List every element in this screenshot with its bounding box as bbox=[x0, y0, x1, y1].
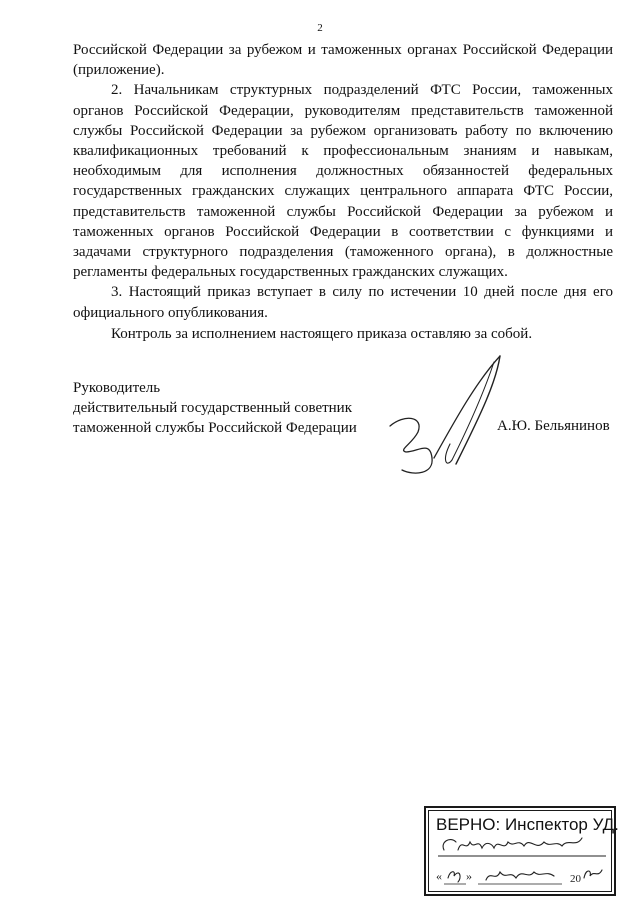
signer-title-line-2: действительный государственный советник bbox=[73, 400, 353, 417]
paragraph-1: Российской Федерации за рубежом и таможенных органах Российской Федерации (приложение). bbox=[73, 42, 613, 79]
paragraph-2: 2. Начальникам структурных подразделений ФТС России, таможенных органов Российской Федерации, руководителям представительств таможенной службы Российской Федерации за рубежом организовать работу по включению квалификационных требований к профессиональным знаниям и навыкам, необходимым для исполнения должностных обязанностей федеральных государственных гражданских служащих центрального аппарата ФТС России, представительств таможенной службы Российской Федерации за рубежом и таможенных органов Российской Федерации в соответствии с функциями и задачами структурного подразделения (таможенного органа), в должностные регламенты федеральных государственных гражданских служащих. bbox=[73, 82, 613, 281]
signer-title-block bbox=[73, 378, 357, 439]
signer-title-line-3: таможенной службы Российской Федерации bbox=[73, 420, 357, 437]
handwritten-signature bbox=[384, 352, 514, 482]
svg-text:»: » bbox=[466, 869, 472, 883]
stamp-handwriting bbox=[426, 808, 614, 894]
control-statement: Контроль за исполнением настоящего приказа оставляю за собой. bbox=[111, 326, 533, 342]
page-number: 2 bbox=[317, 22, 323, 34]
document-body bbox=[73, 40, 613, 323]
signer-title-line-1: Руководитель bbox=[73, 380, 161, 396]
svg-text:20: 20 bbox=[570, 873, 581, 885]
svg-text:«: « bbox=[436, 869, 442, 883]
paragraph-3: 3. Настоящий приказ вступает в силу по истечении 10 дней после дня его официального опубликования. bbox=[73, 284, 613, 321]
certification-stamp bbox=[424, 806, 619, 896]
signer-name: А.Ю. Бельянинов bbox=[497, 418, 610, 434]
stamp-header: ВЕРНО: Инспектор УД. bbox=[436, 815, 619, 834]
